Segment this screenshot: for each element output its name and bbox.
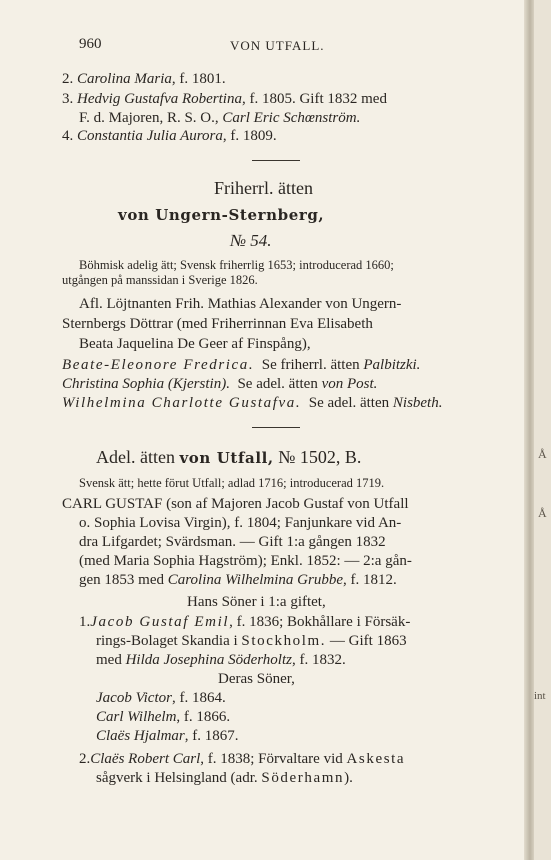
section-title: Friherrl. ätten	[214, 178, 313, 198]
son-entry: sågverk i Helsingland (adr. Söderhamn).	[96, 770, 353, 786]
list-item-continuation: F. d. Majoren, R. S. O., Carl Eric Schœnström.	[79, 110, 361, 126]
grandson-entry: Claës Hjalmar, f. 1867.	[96, 728, 239, 744]
body-text: Afl. Löjtnanten Frih. Mathias Alexander von Ungern-	[79, 296, 402, 312]
son-entry: med Hilda Josephina Söderholtz, f. 1832.	[96, 652, 346, 668]
section-description: Svensk ätt; hette förut Utfall; adlad 1716; introducerad 1719.	[79, 476, 385, 490]
body-text: (med Maria Sophia Hagström); Enkl. 1852: — 2:a gån-	[79, 553, 412, 569]
section-description: Böhmisk adelig ätt; Svensk friherrlig 1653; introducerad 1660;	[79, 258, 394, 272]
page-number: 960	[79, 36, 102, 52]
section-description: utgången på manssidan i Sverige 1826.	[62, 273, 258, 287]
book-gutter	[524, 0, 534, 860]
subheading: Deras Söner,	[218, 671, 295, 687]
facing-page-edge	[534, 0, 551, 860]
body-text: o. Sophia Lovisa Virgin), f. 1804; Fanjunkare vid An-	[79, 515, 402, 531]
section-title-family: von Ungern-Sternberg,	[118, 206, 325, 224]
body-text: Beata Jaquelina De Geer af Finspång),	[79, 336, 311, 352]
son-entry: rings-Bolaget Skandia i Stockholm. — Gift 1863	[96, 633, 407, 649]
list-item: 2. Carolina Maria, f. 1801.	[62, 71, 226, 87]
margin-mark: Å	[538, 447, 547, 461]
entry-line: Beate-Eleonore Fredrica. Se friherrl. ätten Palbitzki.	[62, 357, 421, 373]
subheading: Hans Söner i 1:a giftet,	[187, 594, 326, 610]
body-text: gen 1853 med Carolina Wilhelmina Grubbe, f. 1812.	[79, 572, 397, 588]
running-title: VON UTFALL.	[230, 38, 325, 53]
grandson-entry: Jacob Victor, f. 1864.	[96, 690, 226, 706]
grandson-entry: Carl Wilhelm, f. 1866.	[96, 709, 231, 725]
section-number: № 54.	[230, 231, 272, 250]
margin-mark: int	[534, 690, 546, 702]
entry-line: Wilhelmina Charlotte Gustafva. Se adel. ätten Nisbeth.	[62, 395, 443, 411]
section-title: Adel. ätten von Utfall, № 1502, B.	[96, 447, 362, 467]
son-entry: 1.Jacob Gustaf Emil, f. 1836; Bokhållare i Försäk-	[79, 614, 411, 630]
body-text: dra Lifgardet; Svärdsman. — Gift 1:a gången 1832	[79, 534, 386, 550]
list-item: 4. Constantia Julia Aurora, f. 1809.	[62, 128, 277, 144]
divider	[252, 160, 300, 161]
divider	[252, 427, 300, 428]
list-item: 3. Hedvig Gustafva Robertina, f. 1805. Gift 1832 med	[62, 91, 387, 107]
body-text: CARL GUSTAF (son af Majoren Jacob Gustaf von Utfall	[62, 496, 409, 512]
body-text: Sternbergs Döttrar (med Friherrinnan Eva Elisabeth	[62, 316, 373, 332]
son-entry: 2.Claës Robert Carl, f. 1838; Förvaltare vid Askesta	[79, 751, 406, 767]
entry-line: Christina Sophia (Kjerstin). Se adel. ätten von Post.	[62, 376, 378, 392]
margin-mark: Å	[538, 506, 547, 520]
